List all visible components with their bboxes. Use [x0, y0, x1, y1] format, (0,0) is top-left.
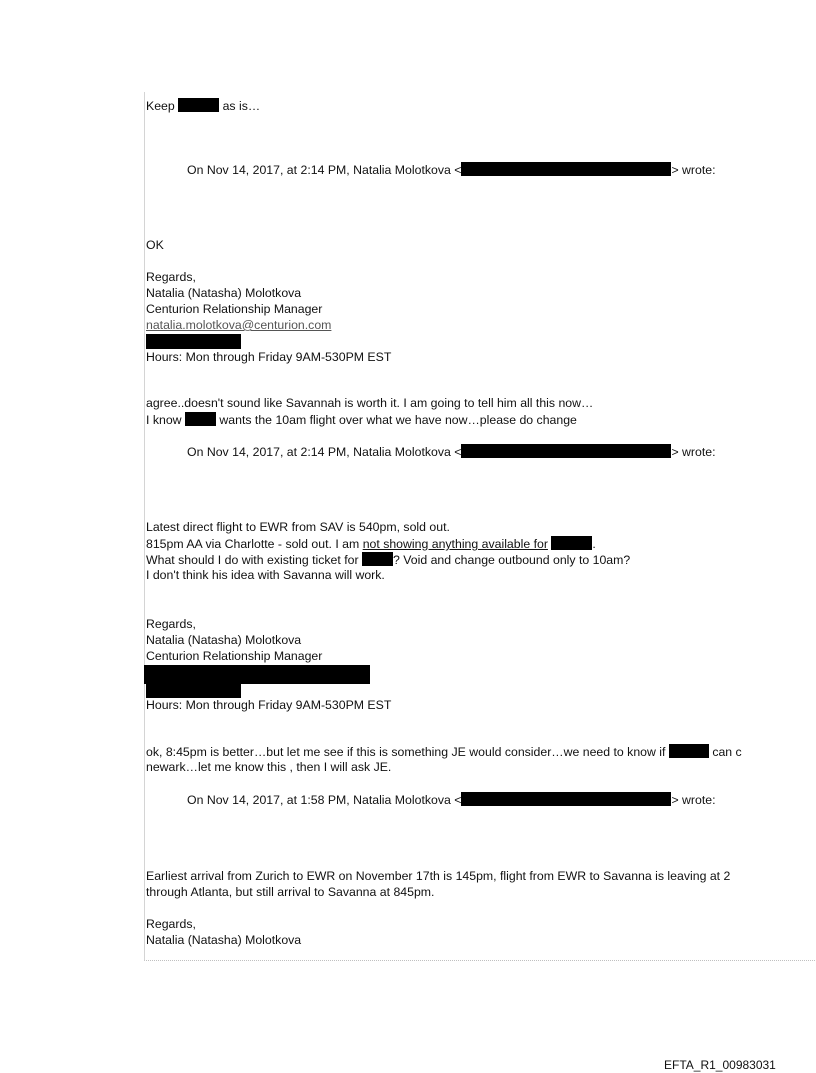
- signature-regards: Regards,: [146, 270, 196, 284]
- redaction-block: [461, 162, 671, 176]
- redaction-block: [551, 536, 592, 550]
- message-text: newark…let me know this , then I will ask JE.: [146, 760, 392, 774]
- message-text: I don't think his idea with Savanna will work.: [146, 568, 385, 582]
- signature-regards: Regards,: [146, 617, 196, 631]
- redaction-block: [461, 444, 671, 458]
- message-text: What should I do with existing ticket for ? Void and change outbound only to 10am?: [146, 553, 631, 567]
- redaction-block: [146, 684, 241, 698]
- reply-line: Keep as is…: [146, 99, 261, 113]
- document-id-footer: EFTA_R1_00983031: [664, 1058, 776, 1072]
- message-text: agree..doesn't sound like Savannah is worth it. I am going to tell him all this now…: [146, 396, 594, 410]
- signature-name: Natalia (Natasha) Molotkova: [146, 633, 302, 647]
- quote-header: On Nov 14, 2017, at 2:14 PM, Natalia Molotkova < > wrote:: [187, 445, 716, 459]
- message-text: I know wants the 10am flight over what we have now…please do change: [146, 413, 577, 427]
- signature-title: Centurion Relationship Manager: [146, 302, 323, 316]
- signature-regards: Regards,: [146, 917, 196, 931]
- message-text: OK: [146, 238, 164, 252]
- redaction-block: [669, 744, 709, 758]
- redaction-block: [185, 412, 216, 426]
- message-text: Earliest arrival from Zurich to EWR on November 17th is 145pm, flight from EWR to Savanna is leaving at 2: [146, 869, 731, 883]
- signature-name: Natalia (Natasha) Molotkova: [146, 933, 302, 947]
- message-text: 815pm AA via Charlotte - sold out. I am not showing anything available for .: [146, 537, 596, 551]
- quote-header: On Nov 14, 2017, at 1:58 PM, Natalia Molotkova < > wrote:: [187, 793, 716, 807]
- signature-name: Natalia (Natasha) Molotkova: [146, 286, 302, 300]
- message-text: Latest direct flight to EWR from SAV is 540pm, sold out.: [146, 520, 450, 534]
- redaction-block: [144, 665, 370, 684]
- signature-title: Centurion Relationship Manager: [146, 649, 323, 663]
- redaction-block: [146, 334, 241, 349]
- redaction-block: [461, 792, 671, 806]
- redaction-block: [178, 98, 219, 112]
- message-text: ok, 8:45pm is better…but let me see if this is something JE would consider…we need to know if can c: [146, 745, 742, 759]
- message-text: through Atlanta, but still arrival to Savanna at 845pm.: [146, 885, 435, 899]
- signature-hours: Hours: Mon through Friday 9AM-530PM EST: [146, 698, 392, 712]
- quote-header: On Nov 14, 2017, at 2:14 PM, Natalia Molotkova < > wrote:: [187, 163, 716, 177]
- signature-email-link[interactable]: natalia.molotkova@centurion.com: [146, 318, 332, 332]
- redaction-block: [362, 552, 393, 566]
- signature-hours: Hours: Mon through Friday 9AM-530PM EST: [146, 350, 392, 364]
